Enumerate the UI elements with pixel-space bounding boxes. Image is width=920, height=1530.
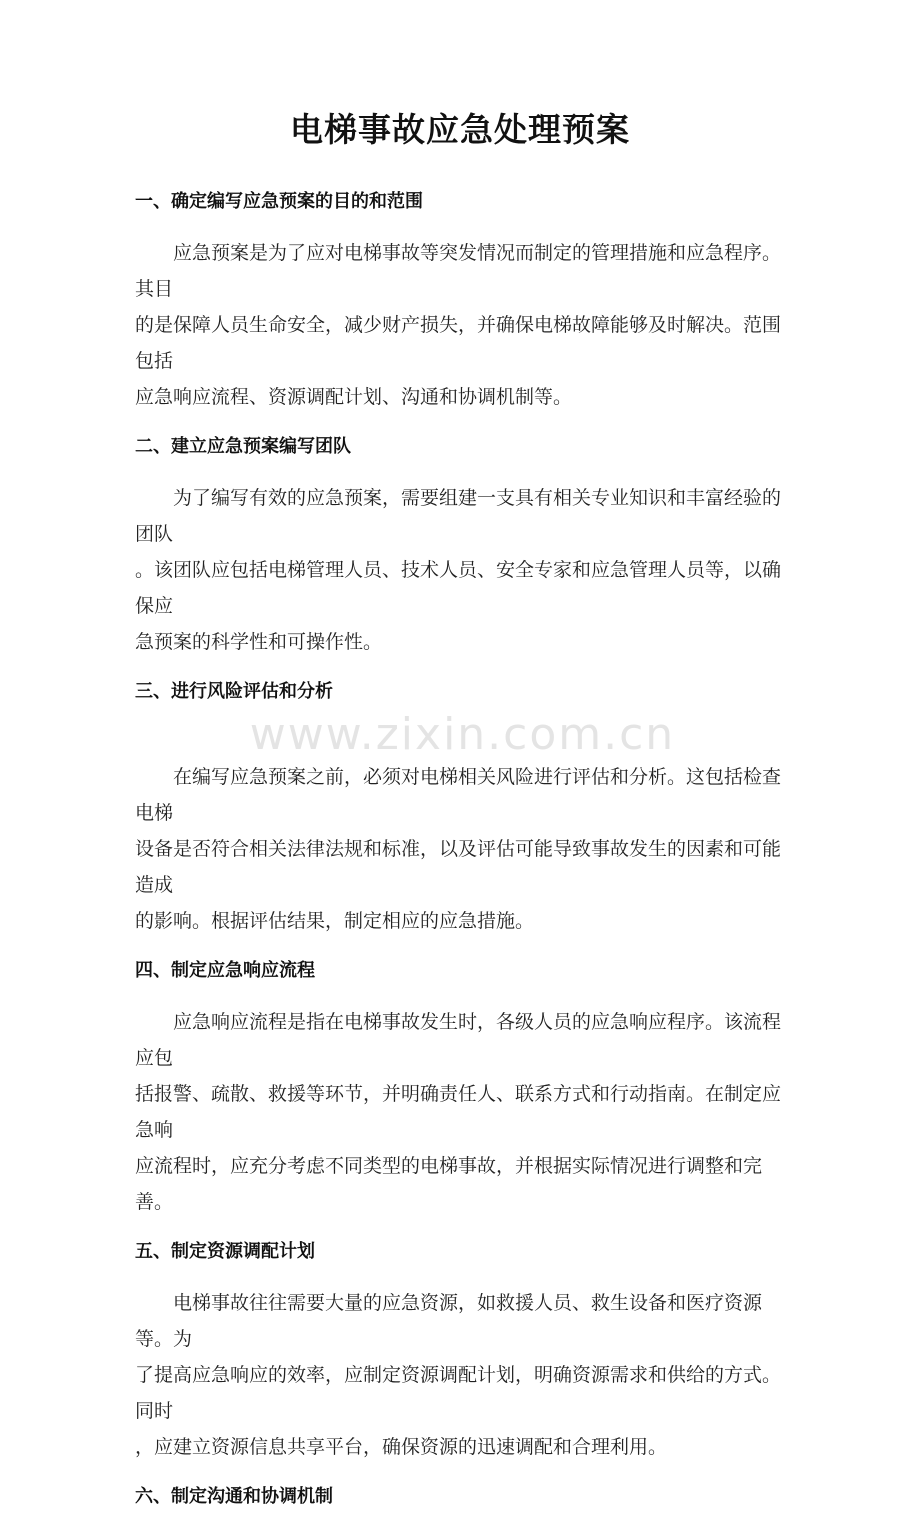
section-heading: 六、制定沟通和协调机制	[135, 1486, 333, 1507]
section-heading: 一、确定编写应急预案的目的和范围	[135, 191, 423, 212]
paragraph-line: 应流程时，应充分考虑不同类型的电梯事故，并根据实际情况进行调整和完善。	[135, 1155, 763, 1213]
document-body	[135, 184, 790, 1530]
paragraph-line: 。该团队应包括电梯管理人员、技术人员、安全专家和应急管理人员等，以确保应	[135, 559, 782, 617]
document-title: 电梯事故应急处理预案	[290, 110, 630, 149]
paragraph-line: 应急预案是为了应对电梯事故等突发情况而制定的管理措施和应急程序。其目	[135, 242, 782, 300]
paragraph-line: 的影响。根据评估结果，制定相应的应急措施。	[135, 910, 535, 932]
paragraph-line: 了提高应急响应的效率，应制定资源调配计划，明确资源需求和供给的方式。同时	[135, 1364, 782, 1422]
section-heading: 二、建立应急预案编写团队	[135, 436, 351, 457]
section-paragraph	[135, 1285, 790, 1465]
section-heading: 三、进行风险评估和分析	[135, 681, 333, 702]
section-heading: 五、制定资源调配计划	[135, 1241, 315, 1262]
paragraph-line: 的是保障人员生命安全，减少财产损失，并确保电梯故障能够及时解决。范围包括	[135, 314, 782, 372]
section-paragraph	[135, 1004, 790, 1220]
paragraph-line: ，应建立资源信息共享平台，确保资源的迅速调配和合理利用。	[135, 1436, 668, 1458]
paragraph-line: 应急响应流程、资源调配计划、沟通和协调机制等。	[135, 386, 573, 408]
paragraph-line: 括报警、疏散、救援等环节，并明确责任人、联系方式和行动指南。在制定应急响	[135, 1083, 782, 1141]
paragraph-line: 在编写应急预案之前，必须对电梯相关风险进行评估和分析。这包括检查电梯	[135, 766, 782, 824]
section-heading: 四、制定应急响应流程	[135, 960, 315, 981]
section-paragraph	[135, 235, 790, 415]
paragraph-line: 电梯事故往往需要大量的应急资源，如救援人员、救生设备和医疗资源等。为	[135, 1292, 763, 1350]
paragraph-line: 急预案的科学性和可操作性。	[135, 631, 383, 653]
section-paragraph	[135, 480, 790, 660]
paragraph-line: 设备是否符合相关法律法规和标准，以及评估可能导致事故发生的因素和可能造成	[135, 838, 782, 896]
section-paragraph	[135, 759, 790, 939]
watermark: www.zixin.com.cn	[249, 709, 676, 760]
paragraph-line: 应急响应流程是指在电梯事故发生时，各级人员的应急响应程序。该流程应包	[135, 1011, 782, 1069]
paragraph-line: 为了编写有效的应急预案，需要组建一支具有相关专业知识和丰富经验的团队	[135, 487, 782, 545]
